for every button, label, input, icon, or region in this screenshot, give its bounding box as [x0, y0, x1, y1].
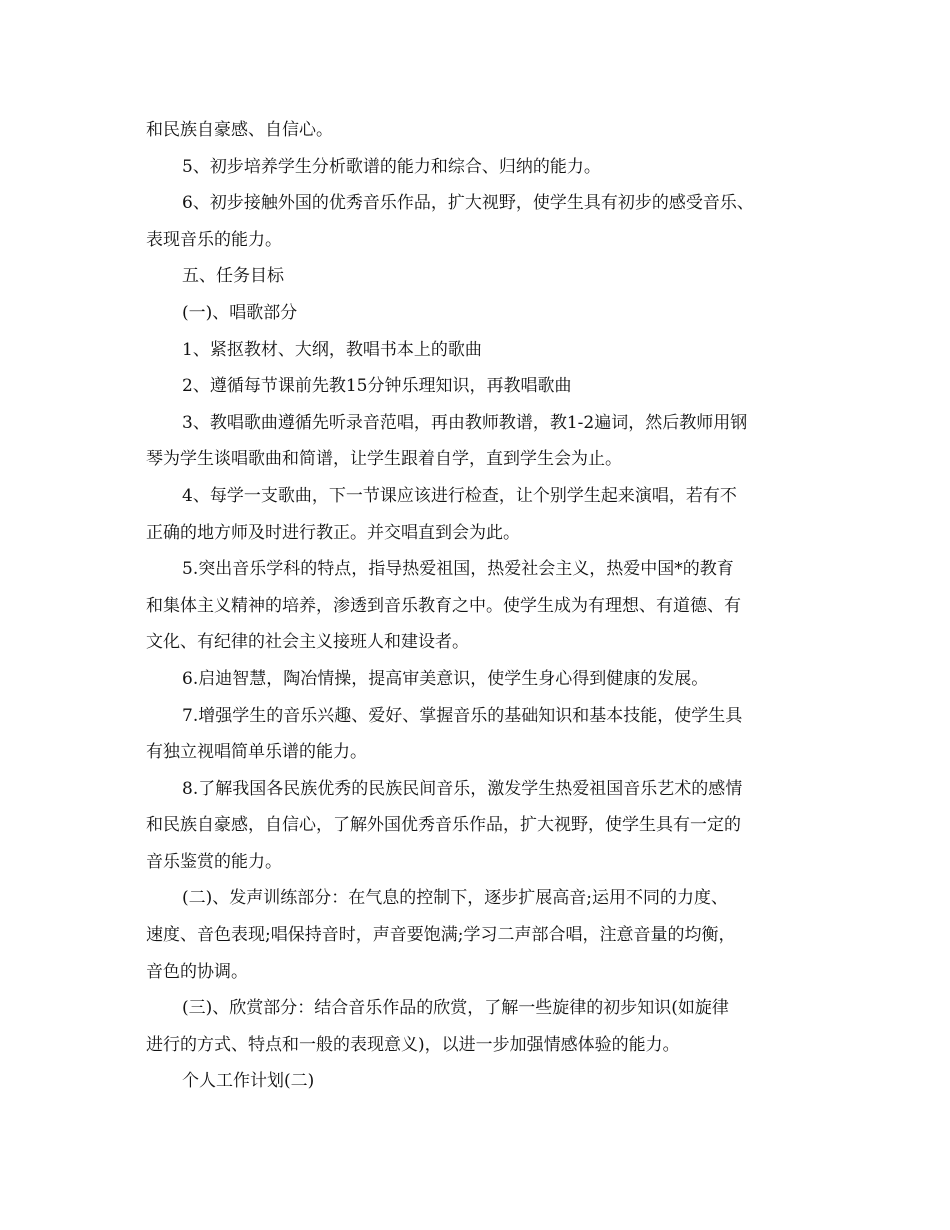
paragraph-line: 5.突出音乐学科的特点，指导热爱祖国，热爱社会主义，热爱中国*的教育: [182, 559, 734, 580]
paragraph-line: 和民族自豪感，自信心，了解外国优秀音乐作品，扩大视野，使学生具有一定的: [146, 815, 741, 836]
subsection-heading: (一)、唱歌部分: [182, 302, 298, 323]
paragraph-line: 6.启迪智慧，陶冶情操，提高审美意识，使学生身心得到健康的发展。: [182, 668, 709, 689]
paragraph-line: 有独立视唱简单乐谱的能力。: [146, 742, 367, 763]
paragraph-line: 琴为学生谈唱歌曲和简谱，让学生跟着自学，直到学生会为止。: [146, 449, 622, 470]
paragraph-line: 表现音乐的能力。: [146, 229, 282, 250]
paragraph-line: 2、遵循每节课前先教15分钟乐理知识，再教唱歌曲: [182, 376, 572, 397]
paragraph-line: 正确的地方师及时进行教正。并交唱直到会为此。: [146, 522, 520, 543]
document-heading: 个人工作计划(二): [182, 1071, 315, 1092]
section-heading: 五、任务目标: [182, 266, 284, 287]
paragraph-line: 8.了解我国各民族优秀的民族民间音乐，激发学生热爱祖国音乐艺术的感情: [182, 778, 743, 799]
paragraph-line: 5、初步培养学生分析歌谱的能力和综合、归纳的能力。: [182, 156, 601, 177]
paragraph-line: 6、初步接触外国的优秀音乐作品，扩大视野，使学生具有初步的感受音乐、: [182, 193, 754, 214]
paragraph-line: 和集体主义精神的培养，渗透到音乐教育之中。使学生成为有理想、有道德、有: [146, 595, 741, 616]
paragraph-line: 文化、有纪律的社会主义接班人和建设者。: [146, 632, 469, 653]
paragraph-line: 1、紧抠教材、大纲，教唱书本上的歌曲: [182, 339, 482, 360]
paragraph-line: (三)、欣赏部分：结合音乐作品的欣赏，了解一些旋律的初步知识(如旋律: [182, 998, 729, 1019]
paragraph-line: 音色的协调。: [146, 961, 248, 982]
paragraph-line: 进行的方式、特点和一般的表现意义)，以进一步加强情感体验的能力。: [146, 1034, 680, 1055]
paragraph-line: 速度、音色表现;唱保持音时，声音要饱满;学习二声部合唱，注意音量的均衡，: [146, 925, 736, 946]
document-body: [146, 112, 806, 1100]
paragraph-line: (二)、发声训练部分：在气息的控制下，逐步扩展高音;运用不同的力度、: [182, 888, 728, 909]
paragraph-line: 3、教唱歌曲遵循先听录音范唱，再由教师教谱，教1-2遍词，然后教师用钢: [182, 412, 748, 433]
paragraph-line: 和民族自豪感、自信心。: [146, 120, 333, 140]
paragraph-line: 4、每学一支歌曲，下一节课应该进行检查，让个别学生起来演唱，若有不: [182, 485, 737, 506]
paragraph-line: 音乐鉴赏的能力。: [146, 851, 282, 872]
paragraph-line: 7.增强学生的音乐兴趣、爱好、掌握音乐的基础知识和基本技能，使学生具: [182, 705, 743, 726]
